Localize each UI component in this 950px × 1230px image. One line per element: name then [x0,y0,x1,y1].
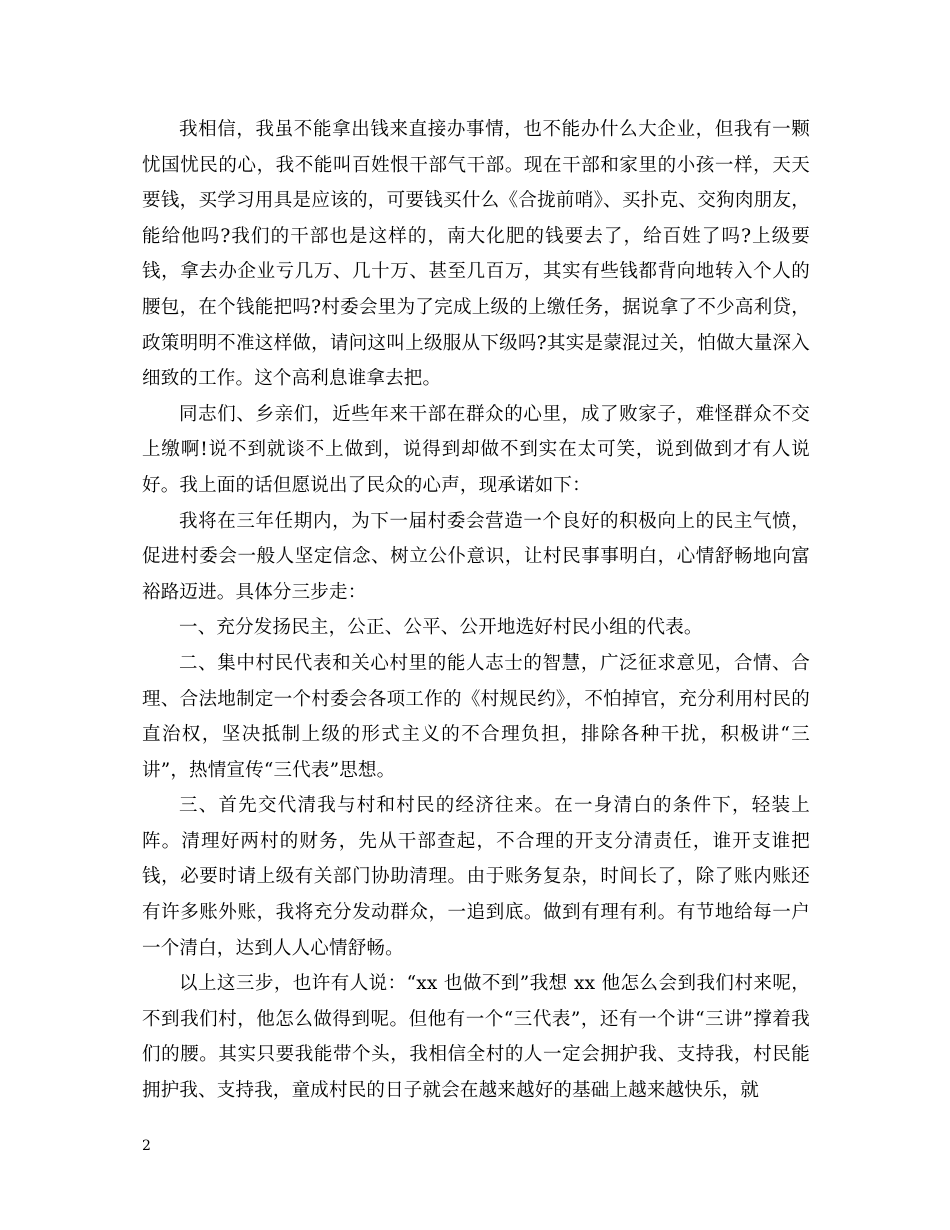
document-body [142,112,810,1109]
paragraph-4: 一、充分发扬民主，公正、公平、公开地选好村民小组的代表。 [179,617,703,639]
paragraph-1: 我相信，我虽不能拿出钱来直接办事情，也不能办什么大企业，但我有一颗忧国忧民的心，我不能叫百姓恨干部气干部。现在干部和家里的小孩一样，天天要钱，买学习用具是应该的，可要钱买什么《合拢前哨》、买扑克、交狗肉朋友，能给他吗?我们的干部也是这样的，南大化肥的钱要去了，给百姓了吗?上级要钱，拿去办企业亏几万、几十万、甚至几百万，其实有些钱都背向地转入个人的腰包，在个钱能把吗?村委会里为了完成上级的上缴任务，据说拿了不少高利贷，政策明明不准这样做，请问这叫上级服从下级吗?其实是蒙混过关，怕做大量深入细致的工作。这个高利息谁拿去把。 [142,119,810,390]
page-number: 2 [142,1138,151,1154]
paragraph-5: 二、集中村民代表和关心村里的能人志士的智慧，广泛征求意见，合情、合理、合法地制定一个村委会各项工作的《村规民约》，不怕掉官，充分利用村民的直治权，坚决抵制上级的形式主义的不合理负担，排除各种干扰，积极讲“三讲”，热情宣传“三代表”思想。 [142,652,810,781]
paragraph-7: 以上这三步，也许有人说：“xx 也做不到”我想 xx 他怎么会到我们村来呢，不到我们村，他怎么做得到呢。但他有一个“三代表”，还有一个讲“三讲”撑着我们的腰。其实只要我能带个头，我相信全村的人一定会拥护我、支持我，村民能拥护我、支持我，童成村民的日子就会在越来越好的基础上越来越快乐，就 [142,973,810,1102]
paragraph-6: 三、首先交代清我与村和村民的经济往来。在一身清白的条件下，轻装上阵。清理好两村的财务，先从干部查起，不合理的开支分清责任，谁开支谁把钱，必要时请上级有关部门协助清理。由于账务复杂，时间长了，除了账内账还有许多账外账，我将充分发动群众，一追到底。做到有理有利。有节地给每一户一个清白，达到人人心情舒畅。 [142,795,810,959]
paragraph-2: 同志们、乡亲们，近些年来干部在群众的心里，成了败家子，难怪群众不交上缴啊!说不到就谈不上做到，说得到却做不到实在太可笑，说到做到才有人说好。我上面的话但愿说出了民众的心声，现承诺如下： [142,403,810,496]
paragraph-3: 我将在三年任期内，为下一届村委会营造一个良好的积极向上的民主气愤，促进村委会一般人坚定信念、树立公仆意识，让村民事事明白，心情舒畅地向富裕路迈进。具体分三步走： [142,510,810,603]
